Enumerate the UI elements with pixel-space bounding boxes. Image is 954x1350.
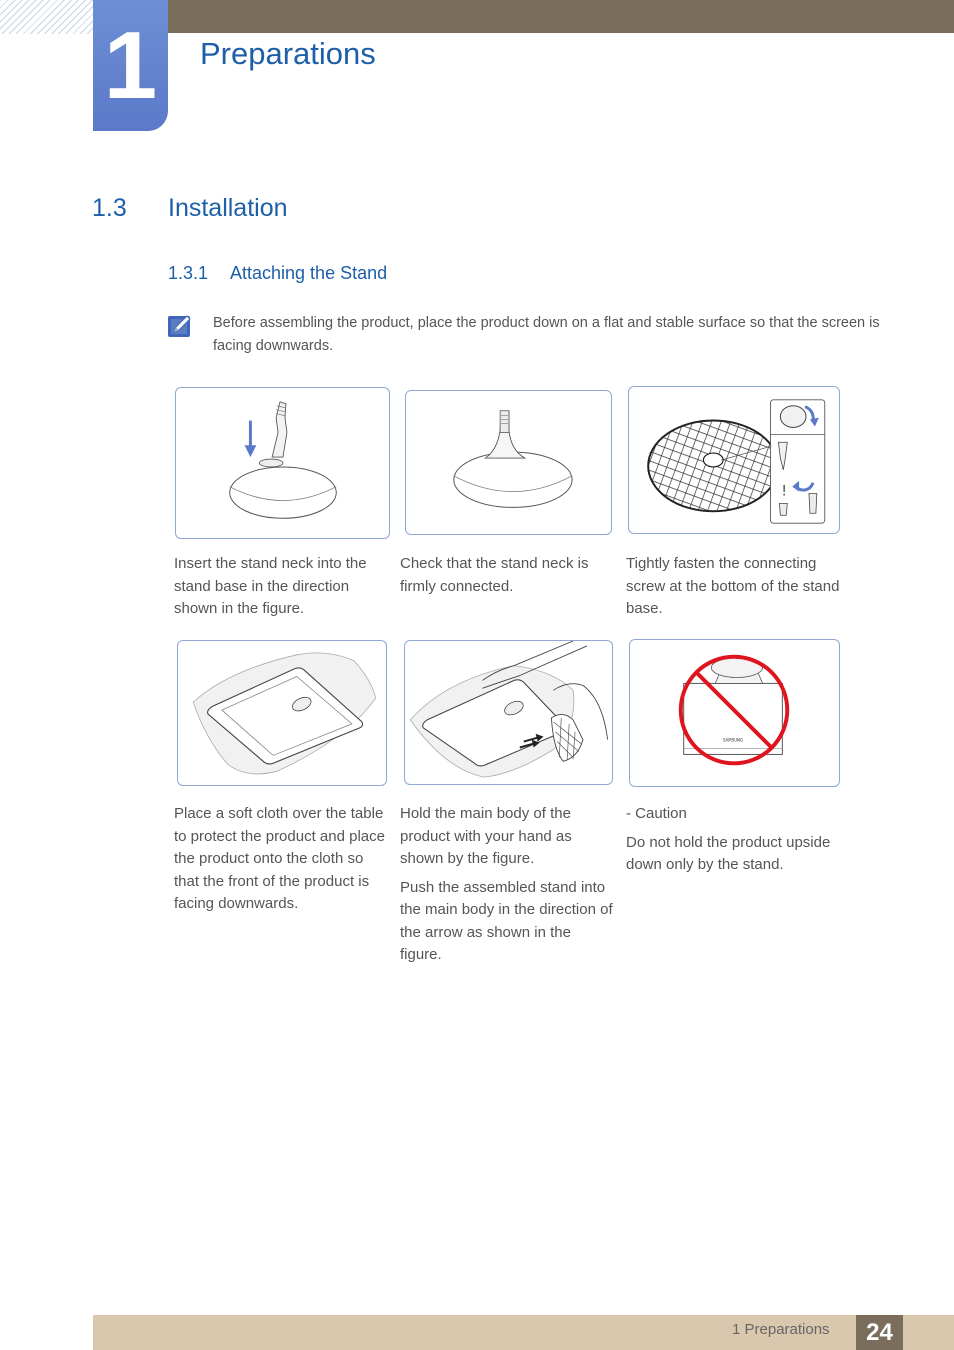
stand-insert-illustration [176, 388, 389, 538]
caution-text: Do not hold the product upside down only by the stand. [626, 833, 831, 873]
note-text: Before assembling the product, place the product down on a flat and stable surface so that the screen is facing downwards. [213, 315, 880, 354]
step-5-text-a: Hold the main body of the product with your hand as shown by the figure. [400, 805, 572, 867]
header-bar [168, 0, 954, 33]
figure-neck-connected [405, 390, 612, 535]
figure-fasten-screw [628, 386, 840, 534]
step-caption-1 [174, 553, 389, 627]
svg-text:!: ! [781, 483, 787, 500]
figure-insert-neck [175, 387, 390, 539]
figure-cloth-monitor [177, 640, 387, 786]
section-number: 1.3 [92, 194, 127, 222]
caution-brand-label: SAMSUNG [722, 737, 744, 743]
caution-prohibited-illustration [630, 640, 839, 786]
step-5-text-b: Push the assembled stand into the main body in the direction of the arrow as shown in the figure. [400, 878, 613, 963]
chapter-title: Preparations [200, 36, 376, 71]
attach-stand-illustration [405, 641, 612, 784]
subsection-number: 1.3.1 [168, 263, 209, 283]
figure-push-stand [404, 640, 613, 785]
step-caption-4 [174, 803, 389, 922]
section-title: Installation [168, 194, 288, 222]
chapter-number-block: 1 [93, 0, 168, 131]
step-1-text: Insert the stand neck into the stand base in the direction shown in the figure. [174, 555, 367, 617]
step-caption-5 [400, 803, 615, 973]
step-caption-6 [626, 803, 841, 883]
footer-label: 1 Preparations [732, 1321, 830, 1338]
note-pencil-icon [168, 314, 192, 338]
header-hatch-decoration [0, 0, 93, 34]
caution-label: - Caution [626, 805, 687, 822]
step-3-text: Tightly fasten the connecting screw at the bottom of the stand base. [626, 555, 840, 617]
step-2-text: Check that the stand neck is firmly connected. [400, 555, 589, 595]
figure-caution [629, 639, 840, 787]
page-number: 24 [856, 1315, 903, 1350]
step-caption-3 [626, 553, 841, 627]
monitor-on-cloth-illustration [178, 641, 386, 785]
subsection-title: Attaching the Stand [230, 263, 388, 283]
step-4-text: Place a soft cloth over the table to protect the product and place the product onto the cloth so that the front of the product is facing downwards. [174, 805, 385, 912]
screw-fasten-illustration [629, 387, 839, 533]
stand-connected-illustration [406, 391, 611, 534]
step-caption-2 [400, 553, 615, 604]
